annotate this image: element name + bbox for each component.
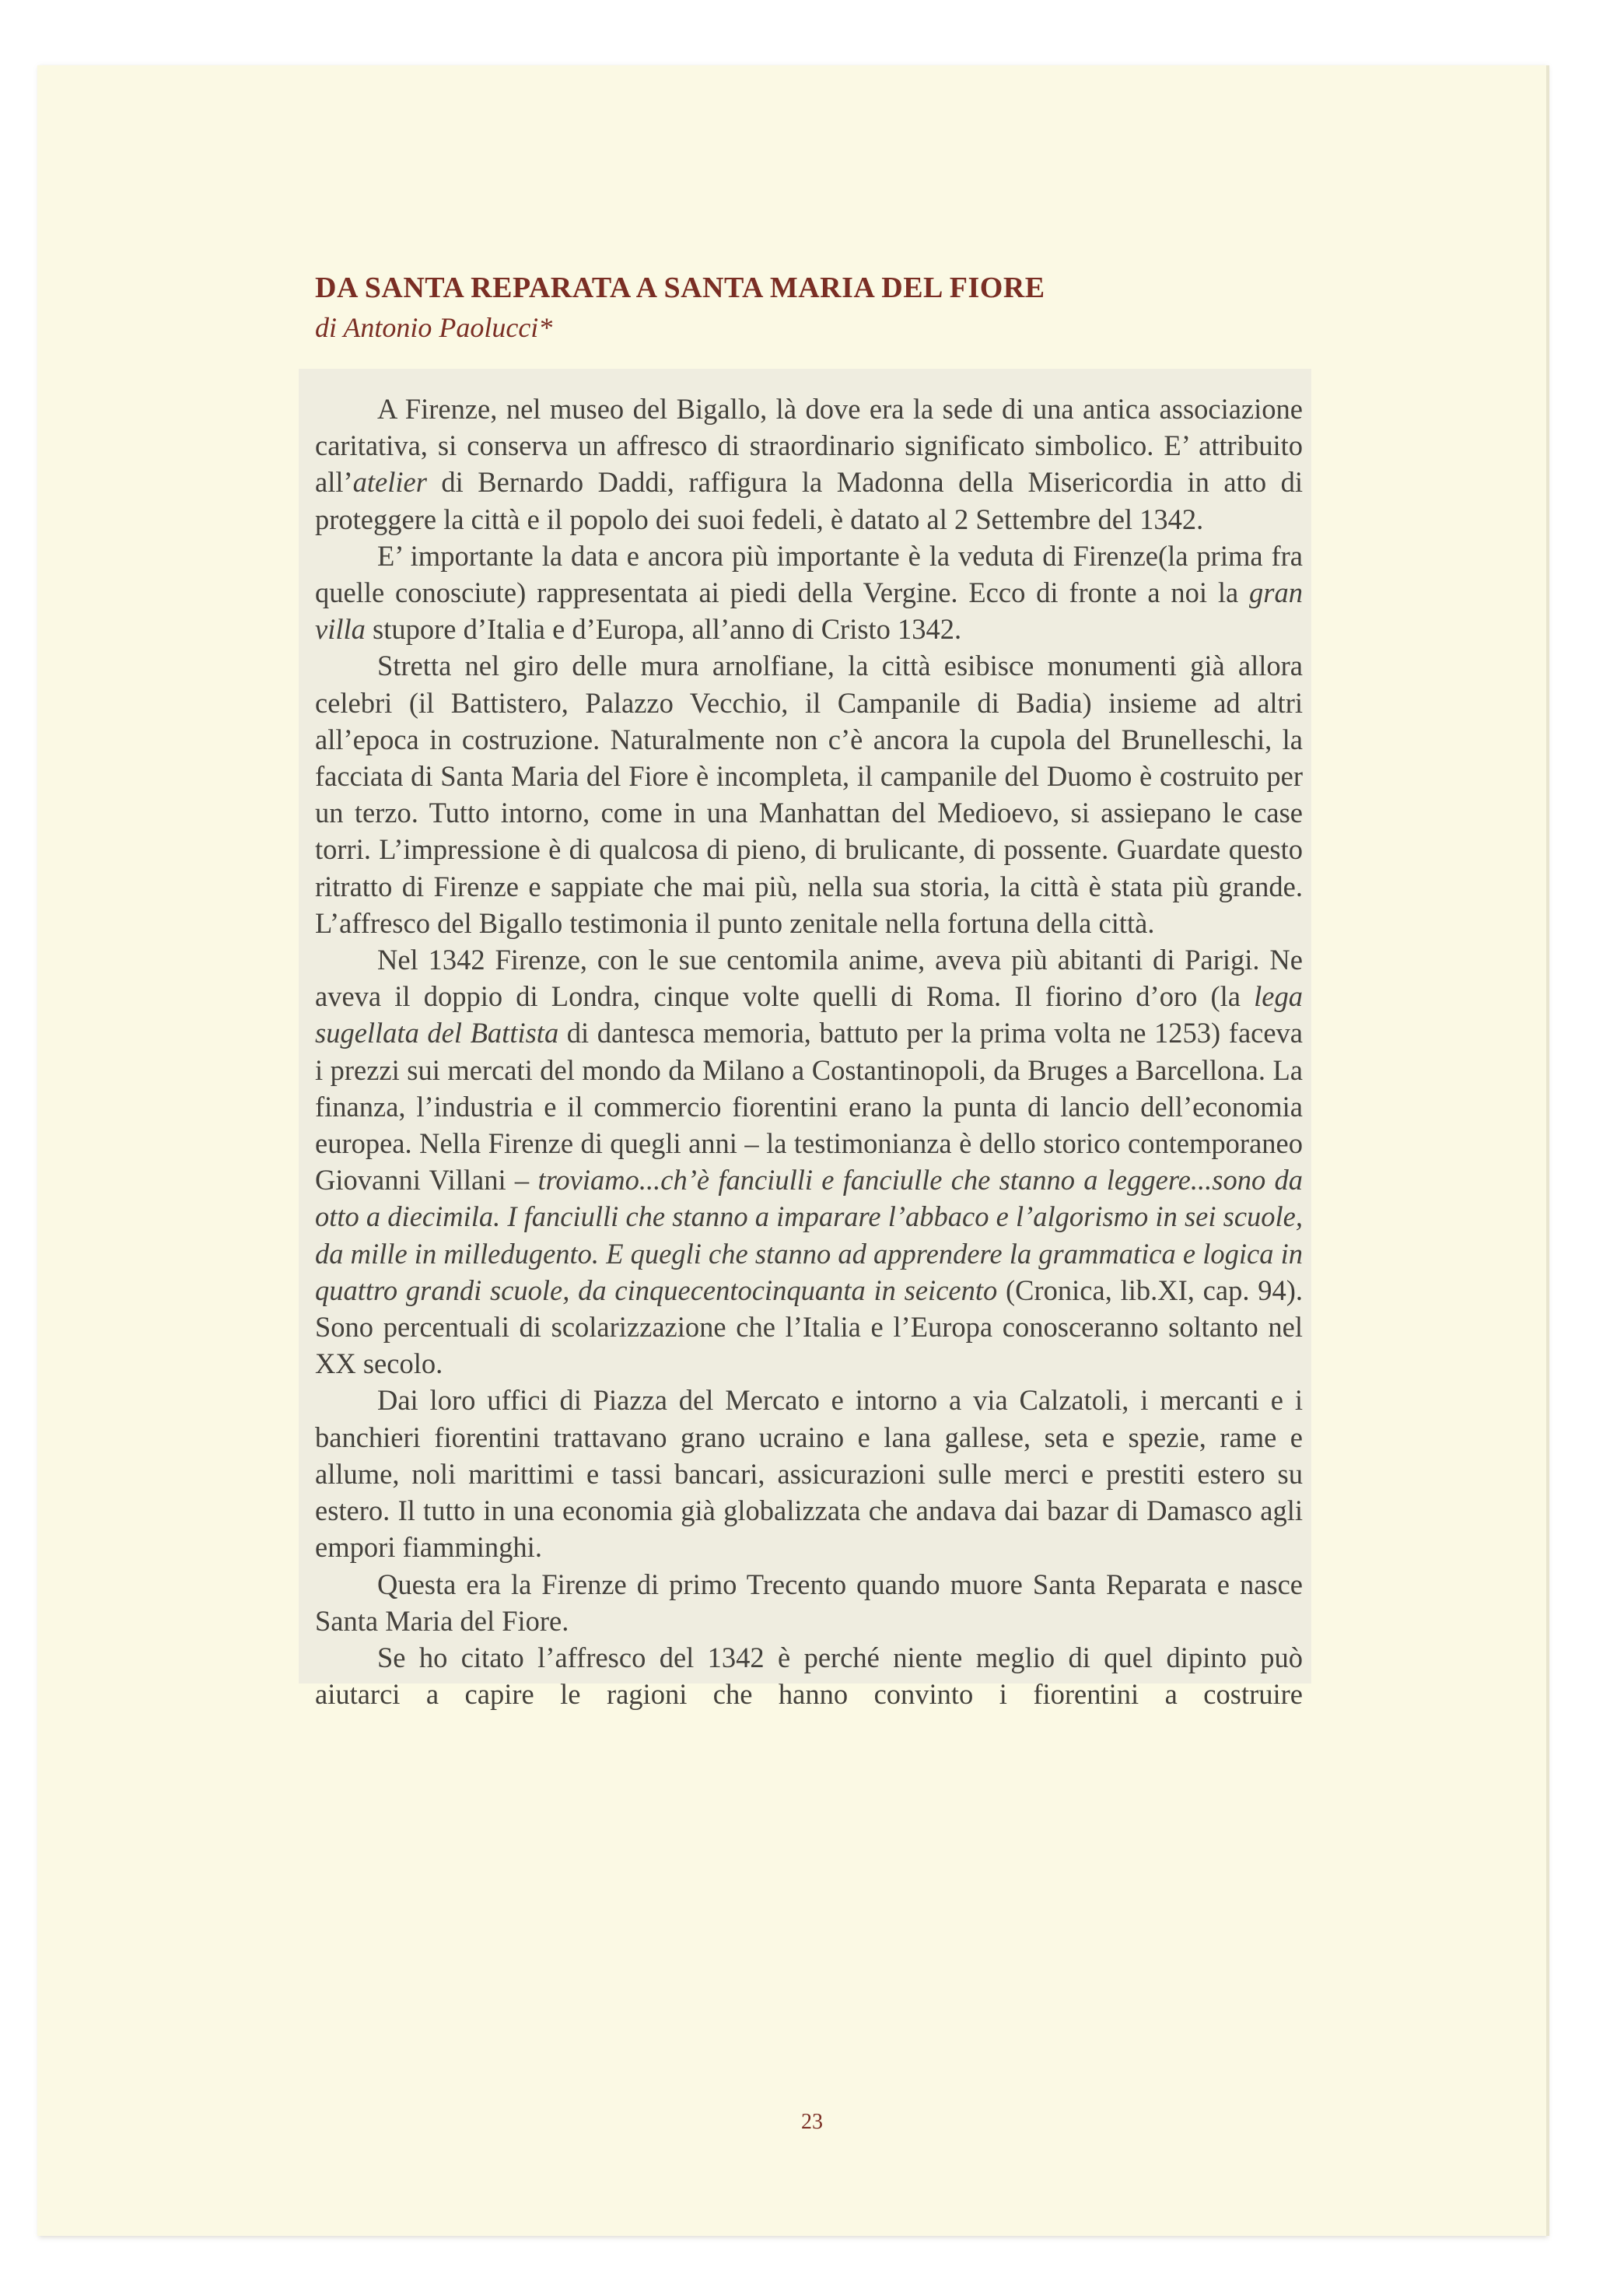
article-body [315, 391, 1303, 1712]
paragraph-1: A Firenze, nel museo del Bigallo, là dove era la sede di una antica associazione caritativa, si conserva un affresco di straordinario significato simbolico. E’ attribuito all’atelier di Bernardo Daddi, raffigura la Madonna della Misericordia in atto di proteggere la città e il popolo dei suoi fedeli, è datato al 2 Settembre del 1342. [315, 393, 1303, 535]
paragraph-3: Stretta nel giro delle mura arnolfiane, la città esibisce monumenti già allora celebri (il Battistero, Palazzo Vecchio, il Campanile di Badia) insieme ad altri all’epoca in costruzione. Naturalmente non c’è ancora la cupola del Brunelleschi, la facciata di Santa Maria del Fiore è incompleta, il campanile del Duomo è costruito per un terzo. Tutto intorno, come in una Manhattan del Medioevo, si assiepano le case torri. L’impressione è di qualcosa di pieno, di brulicante, di possente. Guardate questo ritratto di Firenze e sappiate che mai più, nella sua storia, la città è stata più grande. L’affresco del Bigallo testimonia il punto zenitale nella fortuna della città. [315, 650, 1303, 939]
article-title: DA SANTA REPARATA A SANTA MARIA DEL FIORE [315, 272, 1045, 304]
paragraph-6: Questa era la Firenze di primo Trecento quando muore Santa Reparata e nasce Santa Maria del Fiore. [315, 1568, 1303, 1637]
paragraph-4: Nel 1342 Firenze, con le sue centomila anime, aveva più abitanti di Parigi. Ne aveva il doppio di Londra, cinque volte quelli di Roma. Il fiorino d’oro (la lega sugellata del Battista di dantesca memoria, battuto per la prima volta ne 1253) faceva i prezzi sui mercati del mondo da Milano a Costantinopoli, da Bruges a Barcellona. La finanza, l’industria e il commercio fiorentini erano la punta di lancio dell’economia europea. Nella Firenze di quegli anni – la testimonianza è dello storico contemporaneo Giovanni Villani – troviamo...ch’è fanciulli e fanciulle che stanno a leggere...sono da otto a diecimila. I fanciulli che stanno a imparare l’abbaco e l’algorismo in sei scuole, da mille in milledugento. E quegli che stanno ad apprendere la grammatica e logica in quattro grandi scuole, da cinquecentocinquanta in seicento (Cronica, lib.XI, cap. 94). Sono percentuali di scolarizzazione che l’Italia e l’Europa conosceranno soltanto nel XX secolo. [315, 944, 1303, 1380]
paragraph-5: Dai loro uffici di Piazza del Mercato e intorno a via Calzatoli, i mercanti e i banchieri fiorentini trattavano grano ucraino e lana gallese, seta e spezie, rame e allume, noli marittimi e tassi bancari, assicurazioni sulle merci e prestiti estero su estero. Il tutto in una economia già globalizzata che andava dai bazar di Damasco agli empori fiamminghi. [315, 1384, 1303, 1564]
paragraph-2: E’ importante la data e ancora più importante è la veduta di Firenze(la prima fra quelle conosciute) rappresentata ai piedi della Vergine. Ecco di fronte a noi la gran villa stupore d’Italia e d’Europa, all’anno di Cristo 1342. [315, 539, 1303, 646]
villani-quote: troviamo...ch’è fanciulli e fanciulle che stanno a leggere...sono da otto a diecimila. I fanciulli che stanno a imparare l’abbaco e l’algorismo in sei scuole, da mille in milledugento. E quegli che stanno ad apprendere la grammatica e logica in quattro grandi scuole, da cinquecentocinquanta in seicento [315, 1164, 1303, 1306]
paragraph-7: Se ho citato l’affresco del 1342 è perché niente meglio di quel dipinto può aiutarci a capire le ragioni che hanno convinto i fiorentini a costruire [315, 1641, 1303, 1711]
article-author: di Antonio Paolucci* [315, 312, 553, 343]
page-edge [1546, 65, 1549, 2236]
page-number: 23 [801, 2110, 823, 2134]
